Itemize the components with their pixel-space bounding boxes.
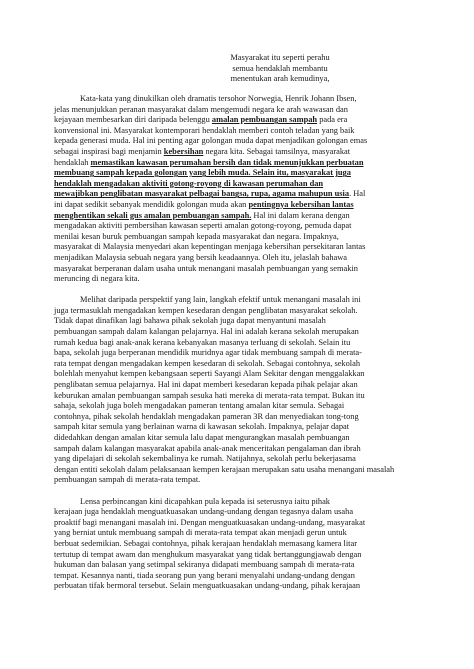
text-line: [54, 274, 423, 285]
text-run: masyarakat berperanan dalam usaha untuk menangani masalah pembuangan yang semakin: [54, 263, 358, 273]
emphasized-phrase: membuang sampah kepada golongan yang lebih muda. Selain itu, masyarakat juga: [54, 168, 351, 178]
text-line: [54, 242, 423, 253]
emphasized-phrase: pentingnya kebersihan lantas: [248, 199, 354, 209]
text-run: sampah kitar semula yang berlainan warna di kawasan sekolah. Impaknya, pelajar dapat: [54, 422, 350, 432]
text-run: bolehlah menyahut kempen kebangsaan seperti Sayangi Alam Sekitar dengan menggalakkan: [54, 369, 365, 379]
text-run: Tidak dapat dinafikan lagi bahawa pihak sekolah juga dapat menyantuni masalah: [54, 316, 326, 326]
text-line: [54, 94, 423, 105]
text-line: [54, 444, 423, 455]
text-run: kejayaan membesarkan diri daripada belenggu: [54, 115, 212, 125]
text-line: [54, 221, 423, 232]
emphasized-phrase: amalan pembuangan sampah: [211, 115, 318, 125]
text-line: [54, 539, 423, 550]
text-run: masyarakat di Malaysia menyedari akan kepentingan menjaga kebersihan persekitaran lantas: [54, 242, 366, 252]
text-run: bapa, sekolah juga berperanan mendidik muridnya agar tidak membuang sampah di merata-: [54, 348, 362, 358]
text-line: [54, 550, 423, 561]
text-line: [54, 232, 423, 243]
text-run: yang berniat untuk membuang sampah di merata-rata tempat akan menjadi gerun untuk: [54, 528, 347, 538]
text-run: rata tempat dengan mengadakan kempen kesedaran di sekolah. Sebagai contohnya, sekolah: [54, 358, 361, 368]
text-run: Lensa perbincangan kini dicapahkan pula kepada isi seterusnya iaitu pihak: [80, 496, 330, 506]
text-run: didedahkan dengan amalan kitar semula lalu dapat mengurangkan masalah pembuangan: [54, 433, 350, 442]
text-run: yang dipelajari di sekolah sekembalinya ke rumah. Natijahnya, sekolah perlu bekerjasama: [54, 454, 356, 464]
poem-line: Masyarakat itu seperti perahu: [230, 53, 330, 62]
text-line: [54, 359, 423, 370]
text-line: [54, 475, 423, 486]
text-line: [54, 327, 423, 338]
text-line: [54, 264, 423, 275]
text-run: sahaja, sekolah juga boleh mengadakan pameran tentang amalan kitar semula. Sebagai: [54, 401, 345, 411]
text-run: tertutup di tempat awam dan menghukum masyarakat yang tidak bertanggungjawab dengan: [54, 549, 362, 559]
text-run: menjadikan Malaysia sebuah negara yang bersih keadaannya. Oleh itu, jelaslah bahawa: [54, 252, 348, 262]
text-line: [54, 391, 423, 402]
emphasized-phrase: menghentikan sekali gus amalan pembuangan sampah.: [54, 210, 252, 220]
text-line: [54, 581, 423, 592]
poem-line: menentukan arah kemudinya,: [230, 74, 330, 84]
text-run: tempat. Kesannya nanti, tiada seorang pun yang berani menyalahi undang-undang dengan: [54, 570, 355, 580]
text-run: . Hal: [349, 189, 366, 199]
text-line: [54, 507, 423, 518]
text-line: [54, 348, 423, 359]
text-run: meruncing di negara kita.: [54, 274, 140, 284]
text-run: sebagai inspirasi bagi menjamin: [54, 146, 164, 156]
emphasized-phrase: mewajibkan penglibatan masyarakat pelbagai bangsa, rupa, agama mahupun usia: [54, 189, 350, 199]
text-line: [54, 316, 423, 327]
emphasized-phrase: kebersihan: [163, 146, 204, 156]
text-line: [54, 422, 423, 433]
text-run: kerajaan juga hendaklah menguatkuasakan undang-undang dengan tegasnya dalam usaha: [54, 507, 354, 517]
text-run: kepada generasi muda. Hal ini penting agar golongan muda dapat menjadikan golongan emas: [54, 136, 368, 146]
text-run: contohnya, pihak sekolah hendaklah mengadakan pameran 3R dan menyediakan tong-tong: [54, 411, 359, 421]
text-run: pembuangan sampah di merata-rata tempat.: [54, 475, 201, 485]
text-line: [54, 189, 423, 200]
text-line: [54, 528, 423, 539]
emphasized-phrase: memastikan kawasan perumahan bersih dan tidak menunjukkan perbuatan: [90, 157, 364, 167]
text-line: [54, 105, 423, 116]
text-line: [54, 497, 423, 508]
text-line: [54, 126, 423, 137]
text-run: keburukan amalan pembuangan sampah sesuka hati mereka di merata-rata tempat. Bukan itu: [54, 390, 365, 400]
text-run: juga termasuklah mengadakan kempen kesedaran dengan penglibatan masyarakat sekolah.: [54, 305, 358, 315]
text-line: [54, 211, 423, 222]
opening-poem: [150, 53, 410, 85]
emphasized-phrase: hendaklah mengadakan aktiviti gotong-royong di kawasan perumahan dan: [54, 178, 324, 188]
text-run: Hal ini dalam kerana dengan: [251, 210, 350, 220]
text-line: [54, 158, 423, 169]
text-line: [54, 115, 423, 126]
text-line: [54, 465, 423, 476]
text-run: pembuangan sampah dalam kalangan pelajarnya. Hal ini adalah kerana sekolah merupakan: [54, 327, 359, 337]
text-line: [54, 454, 423, 465]
text-run: hendaklah: [54, 157, 91, 167]
text-line: [54, 518, 423, 529]
text-line: [54, 369, 423, 380]
text-run: hukuman dan balasan yang setimpal sekiranya didapati membuang sampah di merata-rata: [54, 560, 355, 570]
text-run: mengadakan aktiviti pembersihan kawasan seperti amalan gotong-royong, pemuda dapat: [54, 221, 352, 231]
text-line: [54, 179, 423, 190]
text-run: dengan entiti sekolah dalam pelaksanaan kempen kerajaan merupakan satu usaha menangani masalah: [54, 464, 395, 474]
essay-body: [54, 94, 423, 603]
text-line: [54, 147, 423, 158]
paragraph: [54, 497, 423, 592]
text-run: pada era: [317, 115, 348, 125]
text-line: [54, 253, 423, 264]
text-run: Melihat daripada perspektif yang lain, langkah efektif untuk menangani masalah ini: [80, 295, 361, 305]
text-line: [54, 401, 423, 412]
text-line: [54, 306, 423, 317]
paragraph: [54, 94, 423, 285]
text-line: [54, 560, 423, 571]
text-run: jelas menunjukkan peranan masyarakat dalam mengemudi negara ke arah wawasan dan: [54, 104, 348, 114]
text-run: penglibatan semua pelajarnya. Hal ini dapat memberi kesedaran kepada pihak pelajar akan: [54, 380, 358, 390]
text-run: ini dapat sedikit sebanyak mendidik golongan muda akan: [54, 199, 249, 209]
text-line: [54, 295, 423, 306]
text-run: perbuatan tifak bermoral tersebut. Selain menguatkuasakan undang-undang, pihak kerajaan: [54, 581, 361, 591]
text-line: [54, 412, 423, 423]
text-run: sampah dalam kalangan masyarakat apabila anak-anak menceritakan pengalaman dan ibrah: [54, 443, 361, 453]
text-line: [54, 380, 423, 391]
text-run: Kata-kata yang dinukilkan oleh dramatis tersohor Norwegia, Henrik Johann Ibsen,: [80, 94, 357, 103]
text-line: [54, 168, 423, 179]
text-run: menilai kesan buruk pembuangan sampah kepada masyarakat dan negara. Impaknya,: [54, 231, 339, 241]
text-line: [54, 338, 423, 349]
text-line: [54, 136, 423, 147]
text-run: berbuat sedemikian. Sebagai contohnya, pihak kerajaan hendaklah memasang kamera litar: [54, 538, 358, 548]
text-run: rumah kedua bagi anak-anak kerana kebanyakan masanya terluang di sekolah. Selain itu: [54, 337, 351, 347]
text-run: konvensional ini. Masyarakat kontemporari hendaklah memberi contoh teladan yang baik: [54, 125, 355, 135]
paragraph: [54, 295, 423, 486]
poem-line: semua hendaklah membantu: [232, 63, 328, 73]
text-line: [54, 200, 423, 211]
text-run: proaktif bagi menangani masalah ini. Dengan menguatkuasakan undang-undang, masyarakat: [54, 517, 366, 527]
text-line: [54, 433, 423, 444]
text-run: negara kita. Sebagai tamsilnya, masyarakat: [203, 146, 351, 156]
text-line: [54, 571, 423, 582]
